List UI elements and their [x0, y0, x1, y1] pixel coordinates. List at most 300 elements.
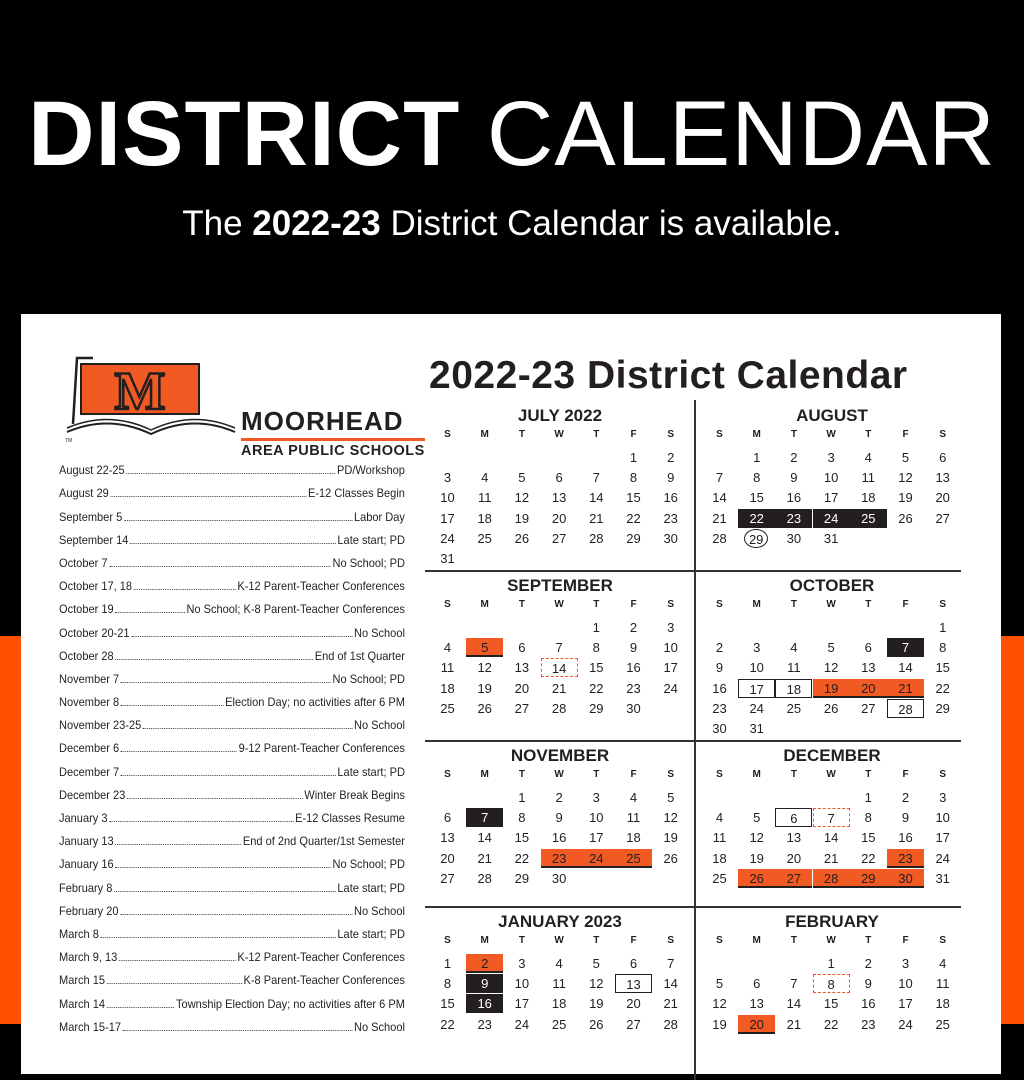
day-cell: 29 — [626, 530, 641, 546]
day-cell: 16 — [466, 994, 503, 1013]
day-cell: 23 — [775, 509, 812, 528]
headline-bold: DISTRICT — [28, 83, 461, 185]
event-row — [59, 755, 405, 778]
day-cell: 10 — [823, 470, 839, 486]
event-row — [59, 918, 405, 941]
leader-dots — [123, 1030, 352, 1031]
weekday-label: T — [593, 769, 600, 780]
day-cell: 20 — [935, 490, 950, 506]
day-cell: 2 — [715, 640, 724, 656]
weekday-label: S — [444, 935, 451, 946]
day-cell: 17 — [738, 679, 775, 698]
event-date: November 8 — [59, 695, 120, 710]
event-row — [59, 547, 405, 570]
weekday-label: S — [939, 769, 947, 780]
subheadline — [0, 202, 1024, 246]
weekday-label: S — [444, 599, 451, 610]
day-cell: 22 — [626, 510, 641, 526]
day-cell: 7 — [790, 976, 798, 992]
day-cell: 22 — [823, 1016, 839, 1032]
day-cell: 8 — [864, 810, 872, 826]
day-cell: 4 — [555, 956, 563, 971]
weekday-label: W — [826, 429, 836, 440]
day-cell: 18 — [477, 510, 492, 526]
day-cell: 11 — [935, 976, 950, 992]
day-cell: 22 — [589, 680, 604, 696]
day-cell: 17 — [589, 830, 604, 846]
day-cell: 15 — [440, 996, 455, 1012]
weekday-label: T — [518, 429, 525, 440]
grid-divider-1 — [425, 570, 961, 572]
event-row — [59, 987, 405, 1010]
event-text: No School — [353, 903, 405, 918]
event-text: Winter Break Begins — [304, 787, 405, 802]
month-name: JANUARY 2023 — [498, 912, 622, 931]
day-cell: 13 — [440, 830, 455, 846]
event-row — [59, 616, 405, 639]
day-cell: 13 — [786, 830, 802, 846]
weekday-label: F — [902, 599, 909, 610]
event-date: October 17, 18 — [59, 579, 133, 594]
event-date: August 22-25 — [59, 463, 125, 478]
day-cell: 24 — [898, 1016, 913, 1032]
day-cell: 12 — [663, 810, 678, 826]
day-cell: 2 — [901, 790, 910, 805]
day-cell: 31 — [749, 721, 764, 736]
event-text: No School — [353, 625, 405, 640]
day-cell: 30 — [887, 869, 924, 888]
subhead-pre: The — [182, 204, 243, 243]
day-cell: 24 — [440, 530, 455, 546]
event-date: December 6 — [59, 741, 120, 756]
day-cell: 9 — [555, 810, 563, 826]
weekday-label: S — [716, 935, 723, 946]
day-cell: 17 — [898, 996, 913, 1012]
day-cell: 18 — [861, 490, 876, 506]
day-cell: 8 — [629, 470, 638, 486]
day-cell: 24 — [749, 700, 764, 716]
day-cell: 6 — [443, 810, 452, 826]
subhead-post: District Calendar is available. — [390, 204, 842, 243]
day-cell: 15 — [749, 490, 764, 506]
weekday-label: S — [716, 769, 723, 780]
weekday-label: S — [667, 599, 675, 610]
day-cell: 27 — [861, 700, 876, 716]
grid-divider-3 — [425, 906, 961, 908]
day-cell: 15 — [861, 830, 876, 846]
month-name: JULY 2022 — [517, 406, 603, 425]
event-date: February 8 — [59, 880, 113, 895]
day-cell: 16 — [786, 490, 802, 506]
day-cell: 18 — [440, 680, 455, 696]
event-date: September 14 — [59, 532, 129, 547]
weekday-label: T — [593, 599, 600, 610]
event-text: End of 2nd Quarter/1st Semester — [242, 834, 405, 849]
weekday-label: T — [518, 769, 525, 780]
weekday-label: T — [593, 935, 600, 946]
weekday-label: T — [790, 935, 797, 946]
day-cell: 25 — [477, 530, 492, 546]
day-cell: 20 — [786, 850, 802, 866]
weekday-label: T — [865, 429, 872, 440]
event-text: K-8 Parent-Teacher Conferences — [243, 973, 405, 988]
day-cell: 25 — [935, 1016, 950, 1032]
day-cell: 20 — [738, 1015, 775, 1034]
event-row — [59, 871, 405, 894]
day-cell: 10 — [898, 976, 913, 992]
month-name: SEPTEMBER — [507, 576, 613, 595]
weekday-label: M — [480, 599, 489, 610]
weekday-label: W — [826, 599, 836, 610]
weekday-label: T — [790, 769, 797, 780]
day-cell: 23 — [541, 849, 578, 868]
leader-dots — [114, 891, 335, 892]
day-cell: 5 — [667, 790, 675, 805]
leader-dots — [127, 798, 302, 799]
day-cell: 16 — [663, 490, 678, 506]
day-cell: 6 — [555, 470, 563, 486]
day-cell: 3 — [518, 956, 526, 971]
event-date: November 23-25 — [59, 718, 142, 733]
day-cell: 9 — [790, 470, 798, 486]
event-row — [59, 454, 405, 477]
event-row — [59, 964, 405, 987]
event-row — [59, 663, 405, 686]
day-cell: 10 — [749, 660, 764, 676]
day-cell: 1 — [827, 956, 835, 971]
day-cell: 14 — [477, 830, 492, 846]
day-cell: 6 — [518, 640, 526, 656]
day-cell: 8 — [939, 640, 947, 656]
day-cell: 8 — [443, 976, 452, 992]
day-cell: 13 — [749, 996, 764, 1012]
day-cell: 27 — [514, 700, 530, 716]
headline-light: CALENDAR — [486, 83, 996, 185]
day-cell: 25 — [786, 700, 802, 716]
event-row — [59, 593, 405, 616]
event-row — [59, 895, 405, 918]
day-cell: 29 — [514, 870, 530, 886]
day-cell: 28 — [813, 869, 850, 888]
day-cell: 13 — [551, 490, 567, 506]
leader-dots — [124, 520, 352, 521]
day-cell: 26 — [738, 869, 775, 888]
event-text: Late start; PD — [337, 764, 405, 779]
day-cell: 11 — [626, 810, 641, 826]
leader-dots — [109, 566, 330, 567]
weekday-label: F — [630, 599, 637, 610]
day-cell: 5 — [466, 638, 503, 657]
day-cell: 24 — [935, 850, 950, 866]
day-cell: 30 — [786, 530, 802, 546]
day-cell: 14 — [663, 976, 678, 992]
event-date: October 20-21 — [59, 625, 130, 640]
weekday-label: F — [630, 429, 637, 440]
day-cell: 28 — [887, 699, 924, 718]
day-cell: 18 — [551, 996, 567, 1012]
day-cell: 31 — [823, 530, 839, 546]
leader-dots — [115, 844, 241, 845]
day-cell: 13 — [935, 470, 950, 486]
leader-dots — [107, 1007, 174, 1008]
day-cell: 11 — [477, 490, 492, 506]
day-cell: 25 — [615, 849, 652, 868]
leader-dots — [101, 937, 336, 938]
day-cell: 14 — [898, 660, 913, 676]
day-cell: 29 — [935, 700, 950, 716]
day-cell: 31 — [935, 870, 950, 886]
day-cell: 1 — [629, 450, 638, 465]
day-cell: 24 — [514, 1016, 530, 1032]
weekday-label: F — [902, 429, 909, 440]
weekday-label: W — [554, 769, 564, 780]
day-cell: 3 — [939, 790, 947, 805]
day-cell: 2 — [629, 620, 638, 635]
day-cell: 25 — [551, 1016, 567, 1032]
day-cell: 11 — [861, 470, 876, 486]
weekday-label: F — [630, 935, 637, 946]
day-cell: 12 — [898, 470, 913, 486]
day-cell: 2 — [790, 450, 798, 465]
leader-dots — [130, 543, 335, 544]
weekday-label: S — [939, 935, 947, 946]
event-row — [59, 640, 405, 663]
day-cell: 17 — [440, 510, 455, 526]
day-cell: 6 — [629, 956, 638, 971]
event-date: October 7 — [59, 555, 108, 570]
day-cell: 8 — [518, 810, 526, 826]
day-cell: 20 — [626, 996, 641, 1012]
day-cell: 30 — [626, 700, 641, 716]
day-cell: 20 — [551, 510, 567, 526]
event-text: No School — [353, 718, 405, 733]
day-cell: 9 — [715, 660, 724, 676]
day-cell: 6 — [864, 640, 872, 656]
day-cell: 12 — [477, 660, 492, 676]
leader-dots — [115, 659, 312, 660]
event-text: K-12 Parent-Teacher Conferences — [237, 950, 405, 965]
event-row — [59, 524, 405, 547]
event-text: No School — [353, 1019, 405, 1034]
weekday-label: S — [939, 429, 947, 440]
day-cell: 21 — [589, 510, 604, 526]
day-cell: 3 — [592, 790, 600, 805]
day-cell: 14 — [541, 658, 578, 677]
day-cell: 6 — [753, 976, 761, 992]
day-cell: 9 — [629, 640, 638, 656]
day-cell: 23 — [663, 510, 678, 526]
event-text: Township Election Day; no activities after 6 PM — [176, 996, 405, 1011]
day-cell: 3 — [667, 620, 675, 635]
event-date: March 14 — [59, 996, 106, 1011]
event-date: January 16 — [59, 857, 114, 872]
weekday-label: M — [480, 429, 489, 440]
logo-rule — [241, 438, 425, 441]
event-date: September 5 — [59, 509, 123, 524]
moorhead-logo — [59, 354, 425, 459]
day-cell: 1 — [518, 790, 526, 805]
day-cell: 15 — [823, 996, 839, 1012]
day-cell: 7 — [813, 808, 850, 827]
event-text: PD/Workshop — [337, 463, 405, 478]
grid-divider-2 — [425, 740, 961, 742]
day-cell: 17 — [823, 490, 839, 506]
weekday-label: M — [480, 935, 489, 946]
day-cell: 21 — [823, 850, 839, 866]
day-cell: 26 — [898, 510, 913, 526]
day-cell: 19 — [514, 510, 530, 526]
day-cell: 24 — [813, 509, 850, 528]
day-cell: 23 — [861, 1016, 876, 1032]
leader-dots — [119, 960, 235, 961]
event-row — [59, 825, 405, 848]
event-text: K-12 Parent-Teacher Conferences — [237, 579, 405, 594]
day-cell: 26 — [589, 1016, 604, 1032]
calendar-sheet — [21, 314, 1001, 1074]
day-cell: 17 — [514, 996, 530, 1012]
leader-dots — [107, 983, 242, 984]
event-row — [59, 732, 405, 755]
day-cell: 8 — [813, 974, 850, 993]
month-name: DECEMBER — [783, 746, 881, 765]
month-name: AUGUST — [796, 406, 868, 425]
calendar-title: 2022-23 District Calendar — [429, 354, 908, 397]
day-cell: 7 — [466, 808, 503, 827]
weekday-label: T — [865, 935, 872, 946]
weekday-label: W — [554, 935, 564, 946]
weekday-label: T — [518, 935, 525, 946]
day-cell: 4 — [864, 450, 872, 465]
day-cell: 21 — [477, 850, 492, 866]
day-cell: 5 — [753, 810, 761, 826]
day-cell: 27 — [440, 870, 455, 886]
day-cell: 16 — [898, 830, 913, 846]
day-cell: 26 — [514, 530, 530, 546]
day-cell: 4 — [715, 810, 724, 826]
day-cell: 25 — [712, 870, 727, 886]
weekday-label: T — [593, 429, 600, 440]
logo-sub: AREA PUBLIC SCHOOLS — [241, 443, 425, 459]
day-cell: 1 — [443, 956, 452, 971]
event-text: E-12 Classes Begin — [307, 486, 405, 501]
day-cell: 14 — [589, 490, 604, 506]
weekday-label: S — [716, 599, 723, 610]
weekday-label: S — [716, 429, 723, 440]
leader-dots — [131, 636, 352, 637]
weekday-label: S — [444, 429, 451, 440]
day-cell: 10 — [935, 810, 950, 826]
weekday-label: S — [444, 769, 451, 780]
event-date: January 13 — [59, 834, 114, 849]
day-cell: 11 — [440, 660, 455, 676]
day-cell: 13 — [514, 660, 530, 676]
weekday-label: W — [826, 935, 836, 946]
event-date: March 8 — [59, 926, 99, 941]
day-cell: 19 — [589, 996, 604, 1012]
weekday-label: S — [939, 599, 947, 610]
event-text: End of 1st Quarter — [314, 648, 405, 663]
day-cell: 6 — [939, 450, 947, 465]
day-cell: 16 — [861, 996, 876, 1012]
event-date: March 9, 13 — [59, 950, 118, 965]
day-cell: 4 — [790, 640, 798, 656]
day-cell: 11 — [552, 976, 566, 992]
day-cell: 9 — [466, 974, 503, 993]
day-cell: 23 — [712, 700, 727, 716]
day-cell: 19 — [712, 1016, 727, 1032]
day-cell: 7 — [555, 640, 563, 656]
day-cell: 30 — [663, 530, 678, 546]
event-row — [59, 477, 405, 500]
logo-name: MOORHEAD — [241, 406, 404, 436]
day-cell: 22 — [861, 850, 876, 866]
day-cell: 21 — [712, 510, 727, 526]
event-text: No School; K-8 Parent-Teacher Conferences — [186, 602, 405, 617]
event-date: August 29 — [59, 486, 109, 501]
day-cell: 5 — [715, 976, 724, 992]
day-cell: 17 — [663, 660, 678, 676]
day-cell: 25 — [440, 700, 455, 716]
leader-dots — [134, 589, 236, 590]
weekday-label: S — [667, 769, 675, 780]
day-cell: 26 — [477, 700, 492, 716]
weekday-label: M — [480, 769, 489, 780]
day-cell: 4 — [629, 790, 638, 805]
event-row — [59, 848, 405, 871]
day-cell: 22 — [440, 1016, 455, 1032]
leader-dots — [120, 914, 352, 915]
day-cell: 2 — [667, 450, 675, 465]
day-cell: 18 — [935, 996, 950, 1012]
day-cell: 10 — [514, 976, 530, 992]
month-name: OCTOBER — [789, 576, 875, 595]
day-cell: 4 — [939, 956, 947, 971]
event-date: October 28 — [59, 648, 114, 663]
event-row — [59, 802, 405, 825]
subhead-year: 2022-23 — [252, 204, 381, 243]
day-cell: 27 — [626, 1016, 641, 1032]
day-cell: 21 — [551, 680, 567, 696]
event-text: Late start; PD — [337, 880, 405, 895]
event-date: November 7 — [59, 671, 120, 686]
day-cell: 28 — [712, 530, 727, 546]
weekday-label: M — [752, 769, 761, 780]
day-cell: 12 — [749, 830, 764, 846]
day-cell: 6 — [775, 808, 812, 827]
headline — [0, 84, 1024, 184]
day-cell: 11 — [787, 660, 801, 676]
day-cell: 13 — [615, 974, 652, 993]
weekday-label: S — [667, 935, 675, 946]
day-cell: 31 — [440, 551, 455, 566]
day-cell: 3 — [827, 450, 835, 465]
day-cell: 19 — [749, 850, 764, 866]
day-cell: 26 — [663, 850, 678, 866]
weekday-label: W — [826, 769, 836, 780]
event-row — [59, 570, 405, 593]
day-cell: 23 — [887, 849, 924, 868]
day-cell: 12 — [823, 660, 839, 676]
event-text: E-12 Classes Resume — [295, 811, 405, 825]
day-cell: 11 — [712, 830, 727, 846]
day-cell: 8 — [753, 470, 761, 486]
leader-dots — [109, 821, 293, 822]
day-cell: 5 — [901, 450, 910, 465]
day-cell: 30 — [712, 721, 727, 736]
day-cell: 10 — [663, 640, 678, 656]
day-cell: 16 — [712, 680, 727, 696]
weekday-label: W — [554, 599, 564, 610]
